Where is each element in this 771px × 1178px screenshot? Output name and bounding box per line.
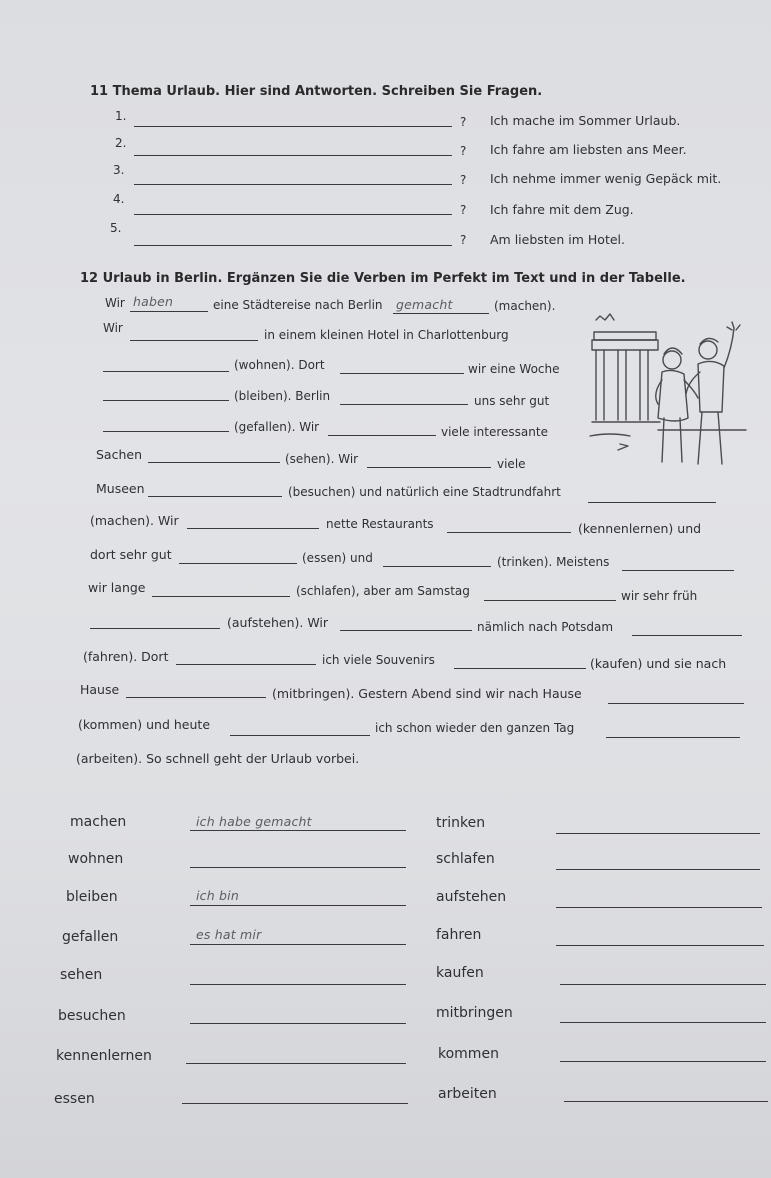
ex11-question-5-blank[interactable] (134, 245, 452, 246)
ex12-text-potsdam: nämlich nach Potsdam (477, 620, 614, 634)
table-blank-bleiben[interactable] (190, 905, 406, 906)
ex12-blank-gefallen-2[interactable] (340, 404, 468, 405)
ex12-text-viele: viele (497, 457, 526, 471)
table-blank-gefallen[interactable] (190, 944, 406, 945)
table-verb-kaufen: kaufen (436, 965, 484, 981)
ex12-text-bleiben: (bleiben). Berlin (234, 389, 331, 403)
table-answer-gefallen: es hat mir (196, 927, 262, 942)
ex11-question-1-blank[interactable] (134, 126, 452, 127)
table-blank-mitbringen[interactable] (560, 1022, 766, 1023)
ex12-filled-gemacht: gemacht (396, 297, 453, 312)
ex11-qmark-4: ? (460, 203, 467, 217)
ex11-qmark-5: ? (460, 233, 467, 247)
ex12-blank-gemacht[interactable] (393, 313, 489, 314)
ex12-text-aufstehen: (aufstehen). Wir (227, 615, 329, 630)
table-verb-sehen: sehen (60, 967, 103, 983)
ex11-qmark-1: ? (460, 115, 467, 129)
ex11-num-3: 3. (113, 163, 125, 177)
ex11-answer-2: Ich fahre am liebsten ans Meer. (490, 142, 687, 157)
table-verb-kommen: kommen (438, 1046, 499, 1062)
table-blank-essen[interactable] (182, 1103, 408, 1104)
table-blank-fahren[interactable] (556, 945, 764, 946)
ex11-num-4: 4. (113, 192, 125, 206)
table-blank-machen[interactable] (190, 830, 406, 831)
ex12-text-trinken: (trinken). Meistens (497, 555, 610, 569)
ex12-blank-fahren[interactable] (622, 570, 734, 571)
ex12-text-fahren: (fahren). Dort (83, 649, 169, 664)
ex12-blank-kommen-2[interactable] (608, 703, 744, 704)
table-verb-bleiben: bleiben (66, 889, 118, 905)
table-verb-besuchen: besuchen (58, 1008, 126, 1024)
ex12-filled-haben: haben (133, 294, 174, 309)
table-verb-machen: machen (70, 814, 127, 830)
ex11-qmark-2: ? (460, 144, 467, 158)
ex11-answer-3: Ich nehme immer wenig Gepäck mit. (490, 171, 722, 186)
table-verb-fahren: fahren (436, 927, 482, 943)
table-verb-essen: essen (54, 1091, 95, 1107)
table-verb-aufstehen: aufstehen (436, 889, 507, 905)
table-blank-arbeiten[interactable] (564, 1101, 768, 1102)
ex12-blank-fahren-2[interactable] (632, 635, 742, 636)
ex11-num-2: 2. (115, 136, 127, 150)
ex12-blank-haben[interactable] (130, 311, 208, 312)
table-verb-trinken: trinken (436, 815, 486, 831)
exercise-11-title: 11 Thema Urlaub. Hier sind Antworten. Schreiben Sie Fragen. (90, 84, 543, 99)
ex12-blank-besuchen[interactable] (148, 462, 280, 463)
table-blank-kommen[interactable] (560, 1061, 766, 1062)
table-verb-kennenlernen: kennenlernen (56, 1048, 152, 1064)
ex11-question-3-blank[interactable] (134, 184, 452, 185)
ex12-blank-besuchen-2[interactable] (367, 467, 491, 468)
exercise-12-title: 12 Urlaub in Berlin. Ergänzen Sie die Verben im Perfekt im Text und in der Tabelle. (80, 271, 686, 286)
ex12-text-kaufen: (kaufen) und sie nach (590, 656, 727, 671)
ex12-blank-kaufen-3[interactable] (454, 668, 586, 669)
ex12-text-machen-1: (machen). (494, 299, 556, 313)
ex12-blank-sehen-2[interactable] (328, 435, 436, 436)
ex12-blank-mitbringen-2[interactable] (126, 697, 266, 698)
table-blank-aufstehen[interactable] (556, 907, 762, 908)
ex11-answer-1: Ich mache im Sommer Urlaub. (490, 113, 681, 128)
ex12-blank-arbeiten[interactable] (340, 630, 472, 631)
table-blank-kaufen[interactable] (560, 984, 766, 985)
ex12-blank-arbeiten-3[interactable] (606, 737, 740, 738)
ex12-blank-gefallen[interactable] (103, 400, 229, 401)
ex12-blank-arbeiten-2[interactable] (230, 735, 370, 736)
ex12-text-interessante: viele interessante (441, 425, 548, 439)
table-verb-wohnen: wohnen (68, 851, 124, 867)
ex12-blank-kaufen-2[interactable] (176, 664, 316, 665)
ex12-blank-machen-2[interactable] (148, 496, 282, 497)
brandenburg-gate-couple-illustration (588, 310, 748, 470)
ex12-text-hotel: in einem kleinen Hotel in Charlottenburg (264, 328, 509, 342)
ex12-text-arbeiten: (arbeiten). So schnell geht der Urlaub vorbei. (76, 751, 360, 766)
ex12-text-hause: Hause (80, 682, 120, 697)
ex12-text-restaurants: nette Restaurants (326, 517, 434, 531)
ex12-text-wir-1: Wir (105, 296, 125, 310)
ex12-text-gefallen: (gefallen). Wir (234, 420, 320, 434)
table-blank-besuchen[interactable] (190, 1023, 406, 1024)
ex12-blank-wohnen[interactable] (130, 340, 258, 341)
ex12-blank-aufstehen[interactable] (383, 566, 491, 567)
ex12-blank-mitbringen[interactable] (484, 600, 616, 601)
table-verb-mitbringen: mitbringen (436, 1005, 513, 1021)
table-blank-schlafen[interactable] (556, 869, 760, 870)
ex12-text-stadtrundfahrt: (besuchen) und natürlich eine Stadtrundfahrt (288, 485, 561, 499)
ex12-blank-essen[interactable] (187, 528, 319, 529)
ex12-text-sehen: (sehen). Wir (285, 452, 359, 466)
ex11-num-1: 1. (115, 109, 127, 123)
ex12-text-museen: Museen (96, 481, 145, 496)
table-blank-wohnen[interactable] (190, 867, 406, 868)
ex11-answer-5: Am liebsten im Hotel. (490, 232, 625, 247)
ex12-blank-sehen[interactable] (103, 431, 229, 432)
ex11-answer-4: Ich fahre mit dem Zug. (490, 202, 634, 217)
ex12-text-wir-lange: wir lange (88, 580, 146, 595)
table-verb-arbeiten: arbeiten (438, 1086, 497, 1102)
ex11-qmark-3: ? (460, 173, 467, 187)
table-blank-trinken[interactable] (556, 833, 760, 834)
ex12-text-kennenlernen: (kennenlernen) und (578, 521, 702, 536)
table-blank-kennenlernen[interactable] (186, 1063, 406, 1064)
ex12-text-machen-2: (machen). Wir (90, 513, 179, 528)
ex12-text-souvenirs: ich viele Souvenirs (322, 653, 435, 667)
table-answer-machen: ich habe gemacht (196, 814, 312, 829)
ex12-text-sehr-gut-2: dort sehr gut (90, 547, 172, 562)
table-blank-sehen[interactable] (190, 984, 406, 985)
ex12-blank-schlafen[interactable] (179, 563, 297, 564)
ex12-blank-trinken[interactable] (447, 532, 571, 533)
ex12-blank-kommen[interactable] (90, 628, 220, 629)
ex12-text-wohnen: (wohnen). Dort (234, 358, 325, 372)
ex12-blank-kaufen[interactable] (152, 596, 290, 597)
table-answer-bleiben: ich bin (196, 888, 239, 903)
ex11-question-2-blank[interactable] (134, 155, 452, 156)
table-verb-schlafen: schlafen (436, 851, 495, 867)
ex12-text-sehr-frueh: wir sehr früh (621, 589, 698, 603)
ex12-text-mitbringen: (mitbringen). Gestern Abend sind wir nach Hause (272, 686, 582, 701)
ex11-num-5: 5. (110, 221, 122, 235)
ex12-text-ganzen-tag: ich schon wieder den ganzen Tag (375, 721, 575, 735)
ex11-question-4-blank[interactable] (134, 214, 452, 215)
ex12-text-staedtereise: eine Städtereise nach Berlin (213, 298, 383, 312)
ex12-text-samstag: (schlafen), aber am Samstag (296, 584, 470, 598)
ex12-text-wir-2: Wir (103, 321, 123, 335)
ex12-text-kommen: (kommen) und heute (78, 717, 211, 732)
table-verb-gefallen: gefallen (62, 929, 119, 945)
ex12-blank-kennenlernen[interactable] (588, 502, 716, 503)
ex12-text-sehr-gut: uns sehr gut (474, 394, 550, 408)
ex12-blank-bleiben[interactable] (103, 371, 229, 372)
ex12-text-essen: (essen) und (302, 551, 373, 565)
ex12-text-woche: wir eine Woche (468, 362, 560, 376)
ex12-text-sachen: Sachen (96, 447, 143, 462)
ex12-blank-bleiben-2[interactable] (340, 373, 464, 374)
